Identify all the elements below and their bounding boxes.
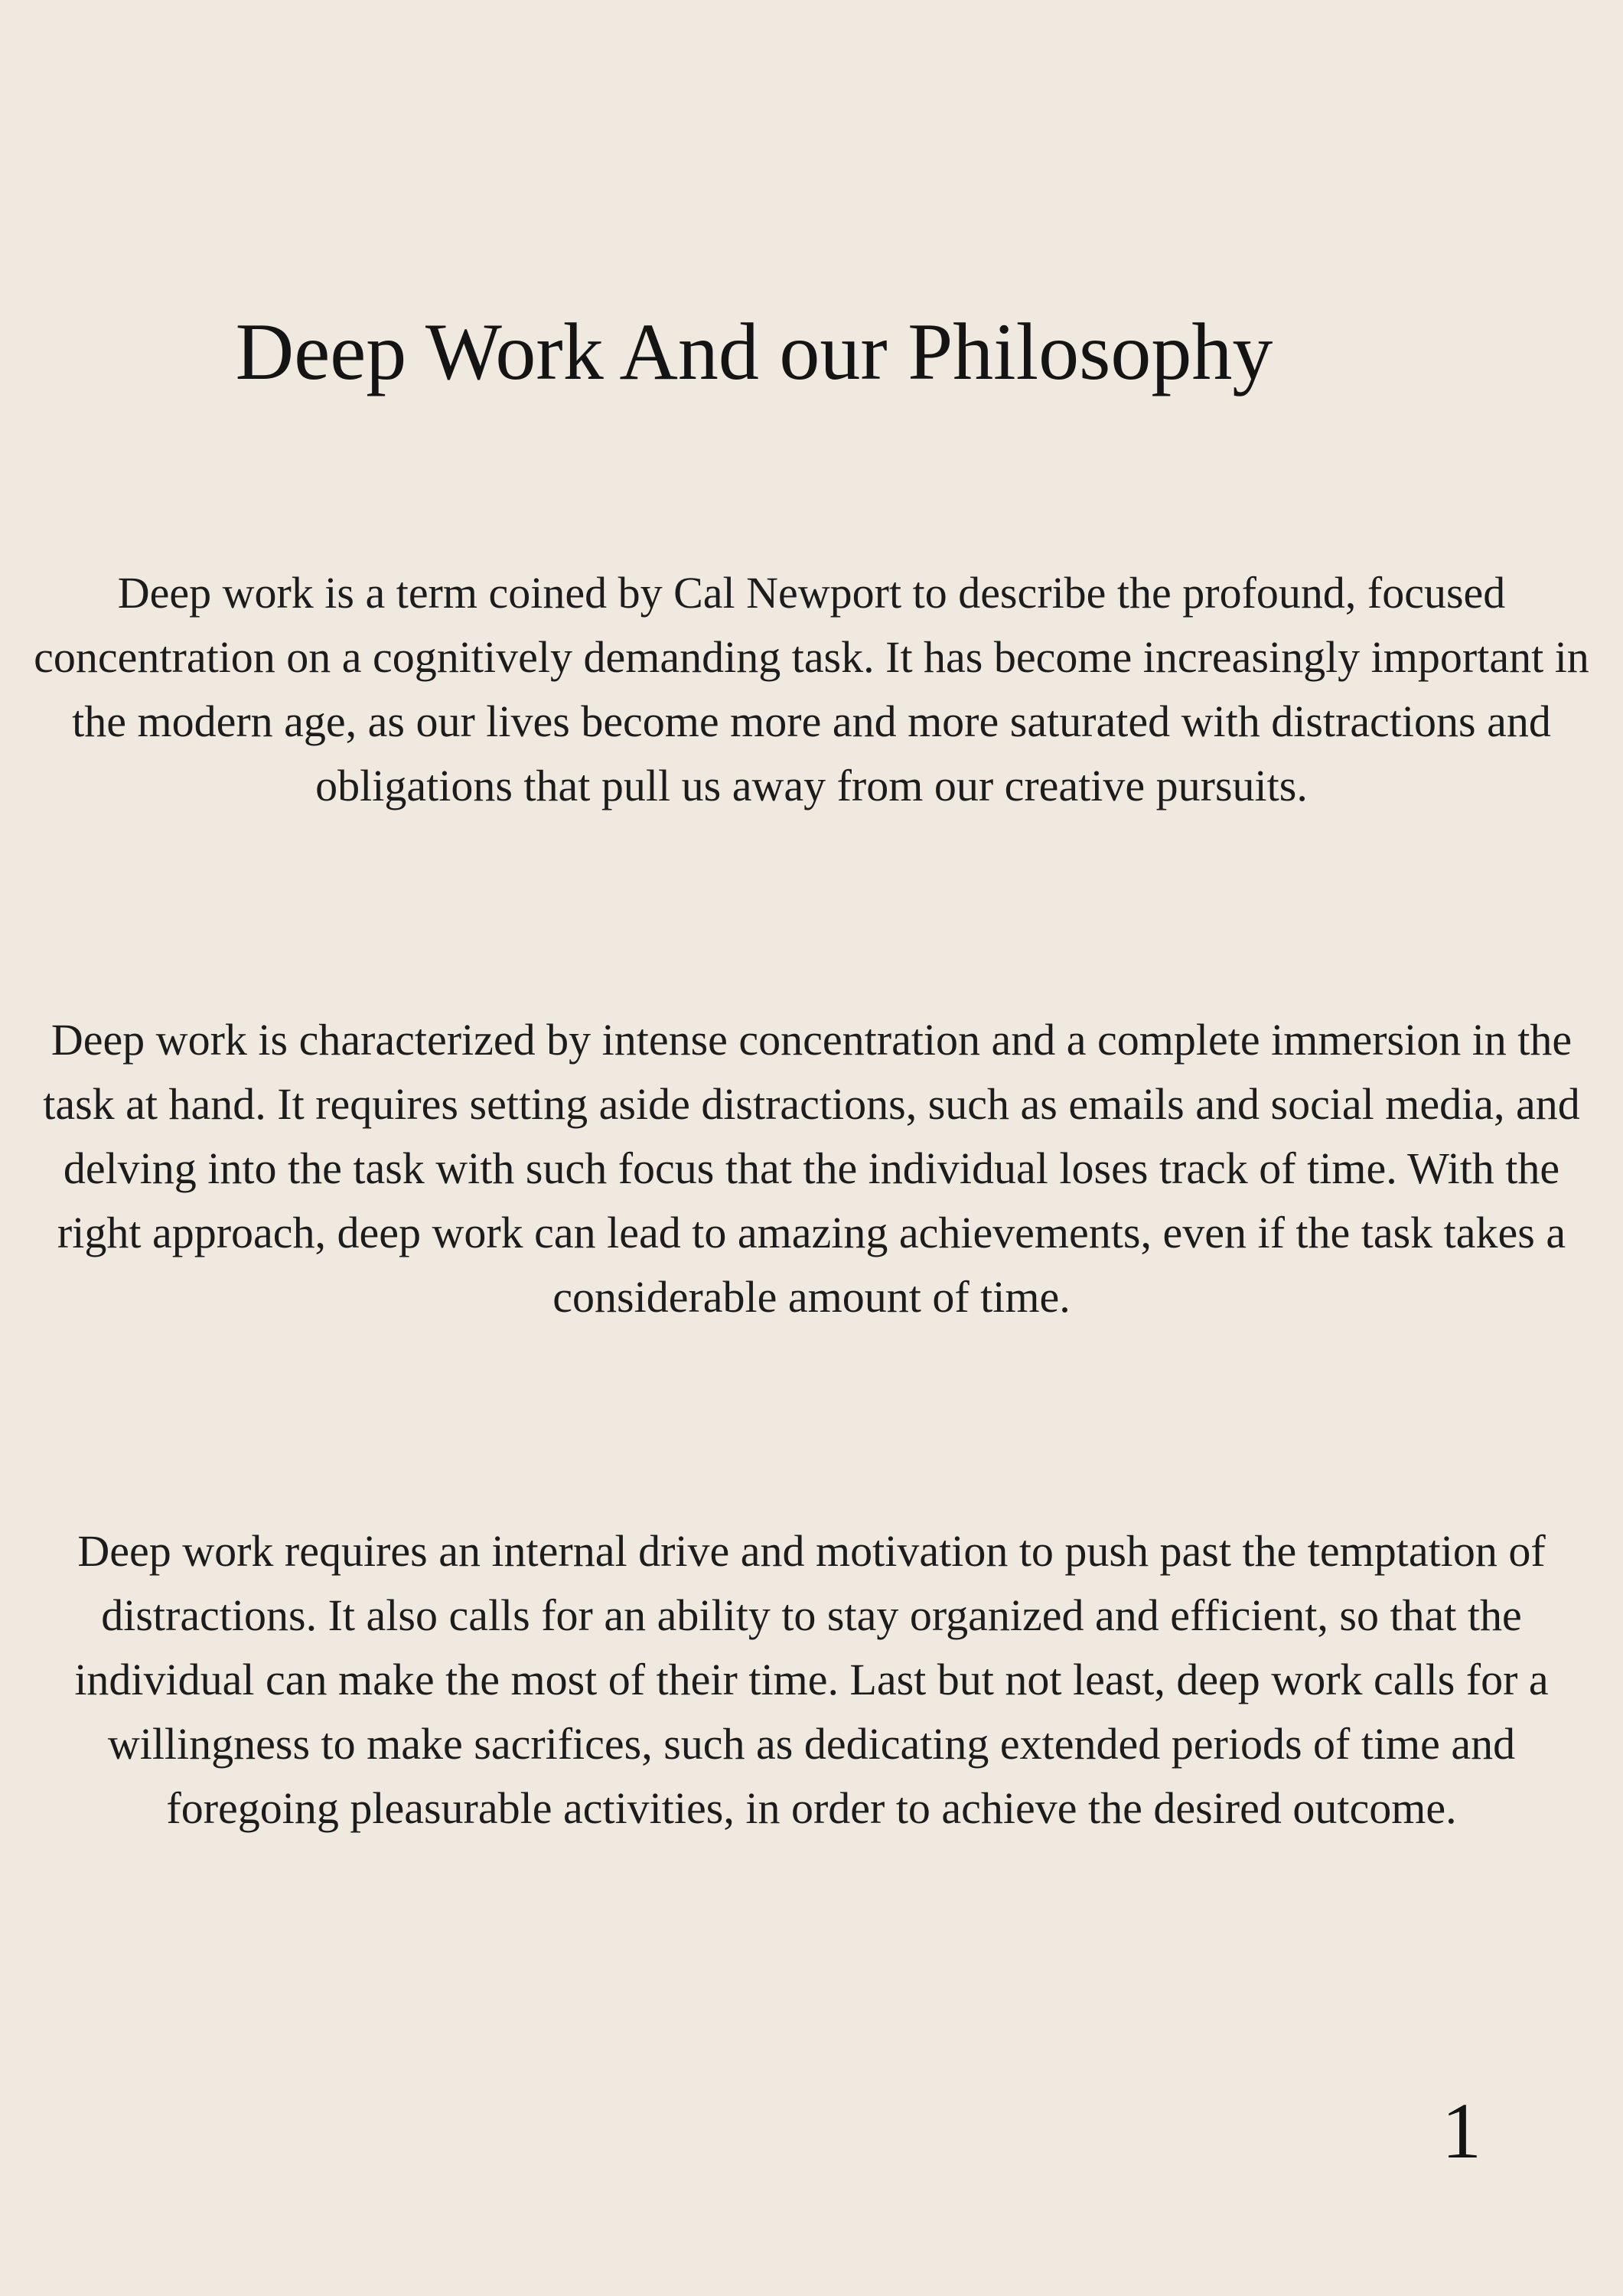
page-number: 1 [1442,2087,1481,2175]
paragraph-intro: Deep work is a term coined by Cal Newport to describe the profound, focused concentration on a cognitively demanding task. It has become increasingly important in the modern age, as our lives become more and more saturated with distractions and obligations that pull us away from our creative pursuits. [34,568,1589,810]
paragraph-requirements: Deep work requires an internal drive and motivation to push past the temptation of distractions. It also calls for an ability to stay organized and efficient, so that the individual can make the most of their time. Last but not least, deep work calls for a willingness to make sacrifices, such as dedicating extended periods of time and foregoing pleasurable activities, in order to achieve the desired outcome. [74,1526,1549,1833]
paragraph-characteristics: Deep work is characterized by intense concentration and a complete immersion in the task at hand. It requires setting aside distractions, such as emails and social media, and delving into the task with such focus that the individual loses track of time. With the right approach, deep work can lead to amazing achievements, even if the task takes a considerable amount of time. [43,1015,1580,1322]
page-title: Deep Work And our Philosophy [235,307,1273,396]
